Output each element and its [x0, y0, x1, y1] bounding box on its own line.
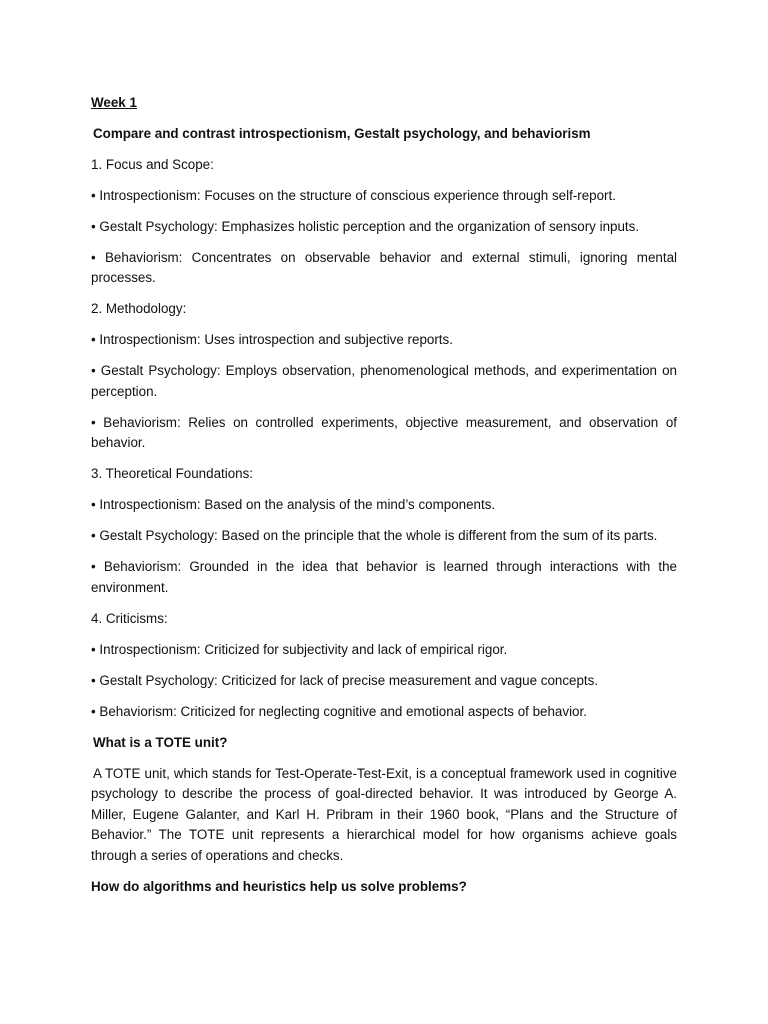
section-2-bullet-2: • Gestalt Psychology: Employs observation, phenomenological methods, and experimentation on perception.	[91, 363, 677, 399]
section-1-title: 1. Focus and Scope:	[91, 156, 214, 172]
section-4-bullet-1: • Introspectionism: Criticized for subjectivity and lack of empirical rigor.	[91, 641, 508, 657]
question-1-heading: Compare and contrast introspectionism, Gestalt psychology, and behaviorism	[93, 125, 591, 141]
section-3-bullet-3: • Behaviorism: Grounded in the idea that behavior is learned through interactions with the environment.	[91, 559, 677, 595]
question-3-heading: How do algorithms and heuristics help us solve problems?	[91, 878, 467, 894]
section-4-bullet-3: • Behaviorism: Criticized for neglecting cognitive and emotional aspects of behavior.	[91, 703, 587, 719]
section-1-bullet-3: • Behaviorism: Concentrates on observable behavior and external stimuli, ignoring mental processes.	[91, 249, 677, 285]
section-4-title: 4. Criticisms:	[91, 610, 168, 626]
week-title: Week 1	[91, 95, 137, 110]
section-2-title: 2. Methodology:	[91, 301, 187, 316]
section-2-bullet-3: • Behaviorism: Relies on controlled experiments, objective measurement, and observation of behavior.	[91, 414, 677, 450]
section-1-bullet-1: • Introspectionism: Focuses on the structure of conscious experience through self-report.	[91, 187, 616, 203]
section-1-bullet-2: • Gestalt Psychology: Emphasizes holistic perception and the organization of sensory inputs.	[91, 218, 640, 234]
section-2-bullet-1: • Introspectionism: Uses introspection and subjective reports.	[91, 332, 453, 347]
section-3-title: 3. Theoretical Foundations:	[91, 466, 254, 481]
section-4-bullet-2: • Gestalt Psychology: Criticized for lack of precise measurement and vague concepts.	[91, 672, 599, 688]
document-page	[91, 93, 677, 908]
question-2-answer: A TOTE unit, which stands for Test-Operate-Test-Exit, is a conceptual framework used in cognitive psychology to describe the process of goal-directed behavior. It was introduced by George A. Miller, Eugene Galanter, and Karl H. Pribram in their 1960 book, “Plans and the Structure of Behavior.” The TOTE unit represents a hierarchical model for how organisms achieve goals through a series of operations and checks.	[91, 765, 677, 863]
question-2-heading: What is a TOTE unit?	[93, 734, 228, 750]
section-3-bullet-1: • Introspectionism: Based on the analysis of the mind’s components.	[91, 497, 496, 512]
section-3-bullet-2: • Gestalt Psychology: Based on the principle that the whole is different from the sum of its parts.	[91, 528, 658, 543]
